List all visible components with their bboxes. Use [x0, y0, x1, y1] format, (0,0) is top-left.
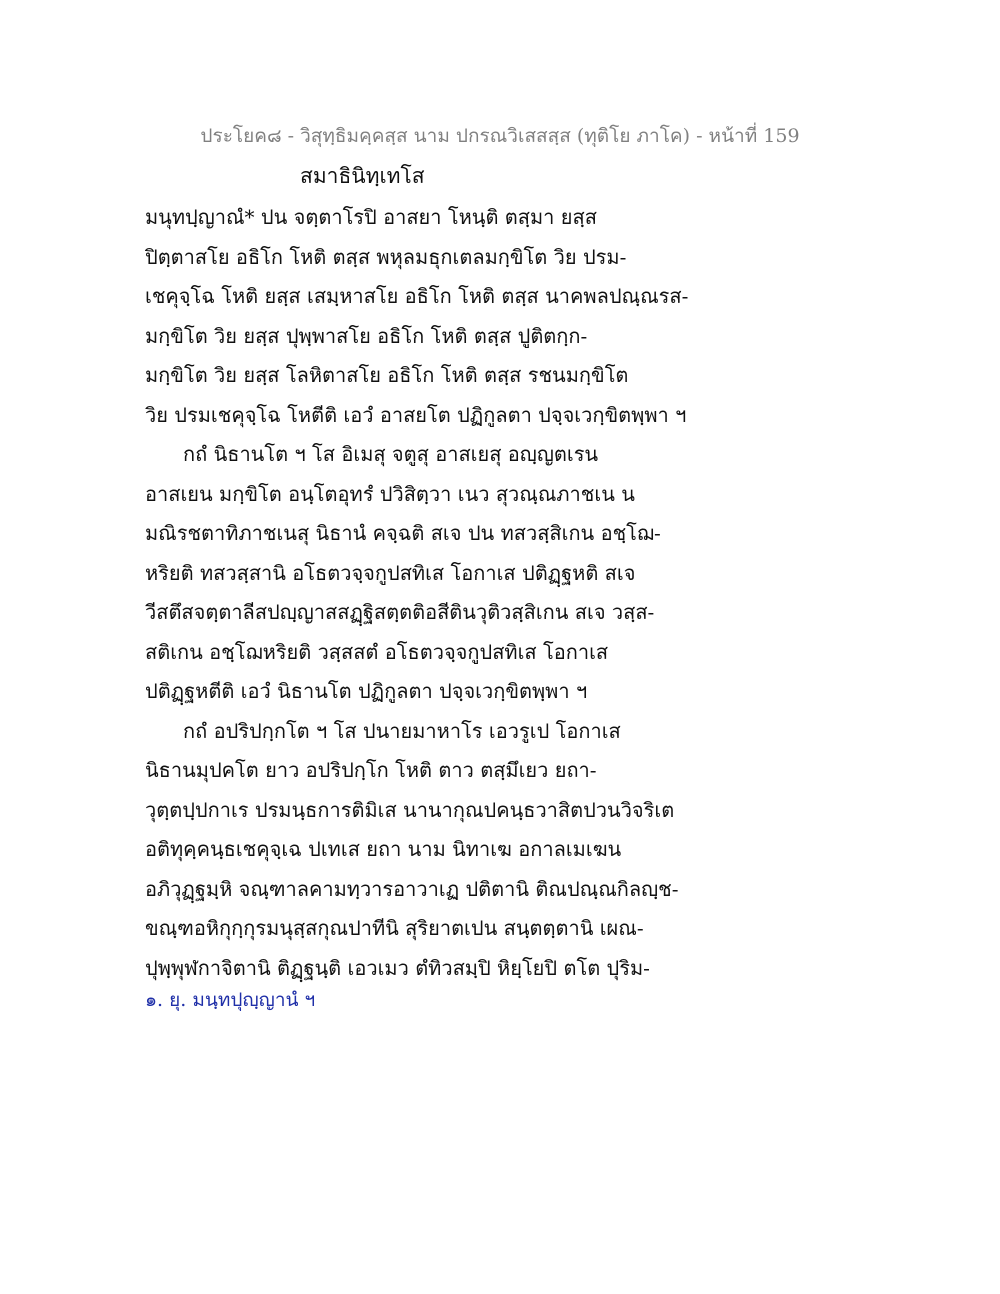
body-text: [145, 198, 705, 988]
text-line-2: ปิตฺตาสโย อธิโก โหติ ตสฺส พหุลมธุกเตลมกฺขิโต วิย ปรม-: [145, 244, 627, 269]
text-line-7: กถํ นิธานโต ฯ โส อิเมสุ จตูสุ อาสเยสุ อญฺญตเรน: [183, 442, 599, 466]
text-line-8: อาสเยน มกฺขิโต อนฺโตอุทรํ ปวิสิตฺวา เนว สุวณฺณภาชเน น: [145, 481, 635, 506]
text-line-9: มณิรชตาทิภาชเนสุ นิธานํ คจฺฉติ สเจ ปน ทสวสฺสิเกน อชฺโฌ-: [145, 521, 661, 545]
text-line-18: อภิวุฏฺฐมฺหิ จณฺฑาลคามทฺวารอาวาเฏ ปติตานิ ติณปณฺณกิลญฺช-: [145, 876, 679, 901]
text-line-4: มกฺขิโต วิย ยสฺส ปุพฺพาสโย อธิโก โหติ ตสฺส ปูติตกฺก-: [145, 323, 588, 348]
text-line-12: สติเกน อชฺโฌหริยติ วสฺสสตํ อโธตวจฺจกูปสทิเส โอกาเส: [145, 639, 609, 664]
text-line-11: วีสตึสจตฺตาลีสปญฺญาสสฏฺฐิสตฺตติอสีตินวุติวสฺสิเกน สเจ วสฺส-: [145, 600, 655, 624]
text-line-20: ปุพฺพุฬกาจิตานิ ติฏฺฐนฺติ เอวเมว ตํทิวสมฺปิ หิยฺโยปิ ตโต ปุริม-: [145, 955, 650, 980]
text-line-19: ขณฺฑอหิกุกฺกุรมนุสฺสกุณปาทีนิ สุริยาตเปน สนฺตตฺตานิ เผณ-: [145, 916, 644, 940]
footnote: ๑. ยุ. มนฺทปุญฺญานํ ฯ: [145, 989, 316, 1011]
text-line-5: มกฺขิโต วิย ยสฺส โลหิตาสโย อธิโก โหติ ตสฺส รชนมกฺขิโต: [145, 363, 629, 387]
text-line-16: วุตฺตปฺปกาเร ปรมนฺธการติมิเส นานากุณปคนฺธวาสิตปวนวิจริเต: [145, 797, 675, 822]
section-heading: สมาธินิทฺเทโส: [300, 164, 425, 188]
text-line-15: นิธานมุปคโต ยาว อปริปกฺโก โหติ ตาว ตสฺมึเยว ยถา-: [145, 758, 597, 782]
text-line-13: ปติฏฺฐหตีติ เอวํ นิธานโต ปฏิกูลตา ปจฺจเวกฺขิตพฺพา ฯ: [145, 679, 588, 703]
text-line-6: วิย ปรมเชคุจฺโฉ โหตีติ เอวํ อาสยโต ปฏิกูลตา ปจฺจเวกฺขิตพฺพา ฯ: [145, 402, 687, 427]
text-line-14: กถํ อปริปกฺกโต ฯ โส ปนายมาหาโร เอวรูเป โอกาเส: [183, 718, 621, 743]
text-line-17: อติทุคฺคนฺธเชคุจฺเฉ ปเทเส ยถา นาม นิทาเฆ อกาลเมเฆน: [145, 837, 622, 861]
text-line-10: หริยติ ทสวสฺสานิ อโธตวจฺจกูปสทิเส โอกาเส ปติฏฺฐหติ สเจ: [145, 560, 636, 585]
text-line-1: มนุทปฺญาณํ* ปน จตฺตาโรปิ อาสยา โหนฺติ ตสฺมา ยสฺส: [145, 205, 597, 229]
running-header: ประโยค๘ - วิสุทฺธิมคฺคสฺส นาม ปกรณวิเสสสฺส (ทุติโย ภาโค) - หน้าที่ 159: [200, 125, 800, 147]
text-line-3: เชคุจฺโฉ โหติ ยสฺส เสมฺหาสโย อธิโก โหติ ตสฺส นาคพลปณฺณรส-: [145, 284, 689, 308]
